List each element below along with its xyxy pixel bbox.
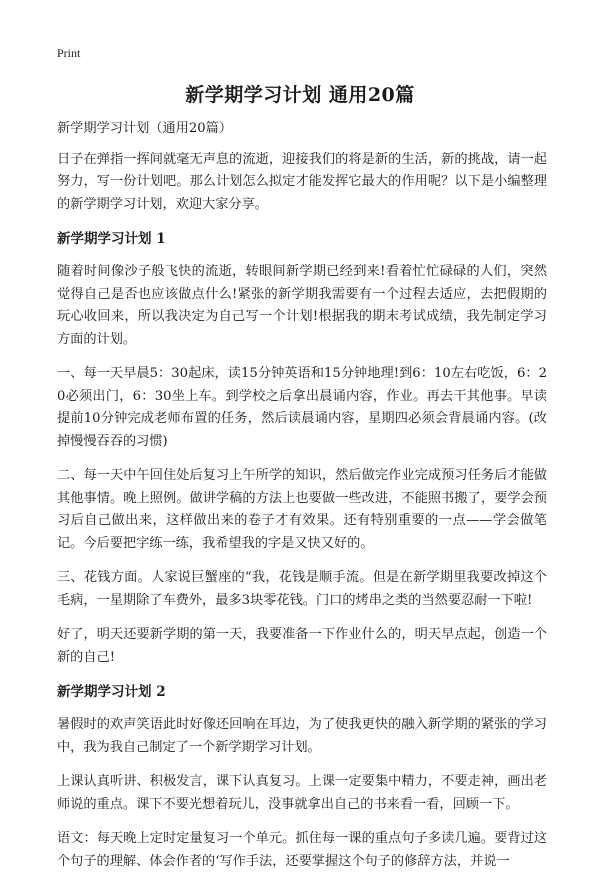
paragraph: 随着时间像沙子般飞快的流逝，转眼间新学期已经到来!看着忙忙碌碌的人们，突然觉得自己是否也应该做点什么!紧张的新学期我需要有一个过程去适应，去把假期的玩心收回来，所以我决定为自己写一个计划!根据我的期末考试成绩，我先制定学习方面的计划。	[57, 264, 547, 347]
paragraph: 暑假时的欢声笑语此时好像还回响在耳边，为了使我更快的融入新学期的紧张的学习中，我为我自己制定了一个新学期学习计划。	[57, 717, 547, 755]
paragraph: 三、花钱方面。人家说巨蟹座的“我，花钱是顺手流。但是在新学期里我要改掉这个毛病，一星期除了车费外，最多3块零花钱。门口的烤串之类的当然要忍耐一下啦!	[57, 570, 547, 608]
paragraph: 上课认真听讲、积极发言，课下认真复习。上课一定要集中精力，不要走神，画出老师说的重点。课下不要光想着玩儿，没事就拿出自己的书来看一看，回顾一下。	[57, 774, 547, 812]
print-label: Print	[57, 46, 81, 60]
paragraph: 好了，明天还要新学期的第一天，我要准备一下作业什么的，明天早点起，创造一个新的自己!	[57, 627, 547, 665]
section-heading: 新学期学习计划 1	[57, 231, 166, 247]
paragraph: 一、每一天早晨5：30起床，读15分钟英语和15分钟地理!到6：10左右吃饭，6：20必须出门，6：30坐上车。到学校之后拿出晨诵内容，作业。再去干其他事。早读提前10分钟完成老师布置的任务，然后读晨诵内容，星期四必须会背晨诵内容。(改掉慢慢吞吞的习惯)	[57, 366, 547, 449]
document-title: 新学期学习计划 通用20篇	[185, 84, 415, 106]
document-body	[57, 118, 547, 885]
section-2	[57, 681, 547, 873]
intro-paragraph: 日子在弹指一挥间就毫无声息的流逝，迎接我们的将是新的生活，新的挑战，请一起努力，写一份计划吧。那么计划怎么拟定才能发挥它最大的作用呢？以下是小编整理的新学期学习计划，欢迎大家分享。	[57, 151, 547, 212]
section-1	[57, 228, 547, 669]
section-heading: 新学期学习计划 2	[57, 684, 166, 700]
document-subtitle: 新学期学习计划（通用20篇）	[57, 121, 233, 136]
paragraph: 二、每一天中午回住处后复习上午所学的知识，然后做完作业完成预习任务后才能做其他事情。晚上照例。做讲学稿的方法上也要做一些改进，不能照书搬了，要学会预习后自己做出来，这样做出来的卷子才有效果。还有特别重要的一点——学会做笔记。今后要把字练一练，我希望我的字是又快又好的。	[57, 468, 547, 551]
paragraph: 语文：每天晚上定时定量复习一个单元。抓住每一课的重点句子多读几遍。要背过这个句子的理解、体会作者的‘写作手法，还要掌握这个句子的修辞方法，并说一	[57, 831, 547, 869]
